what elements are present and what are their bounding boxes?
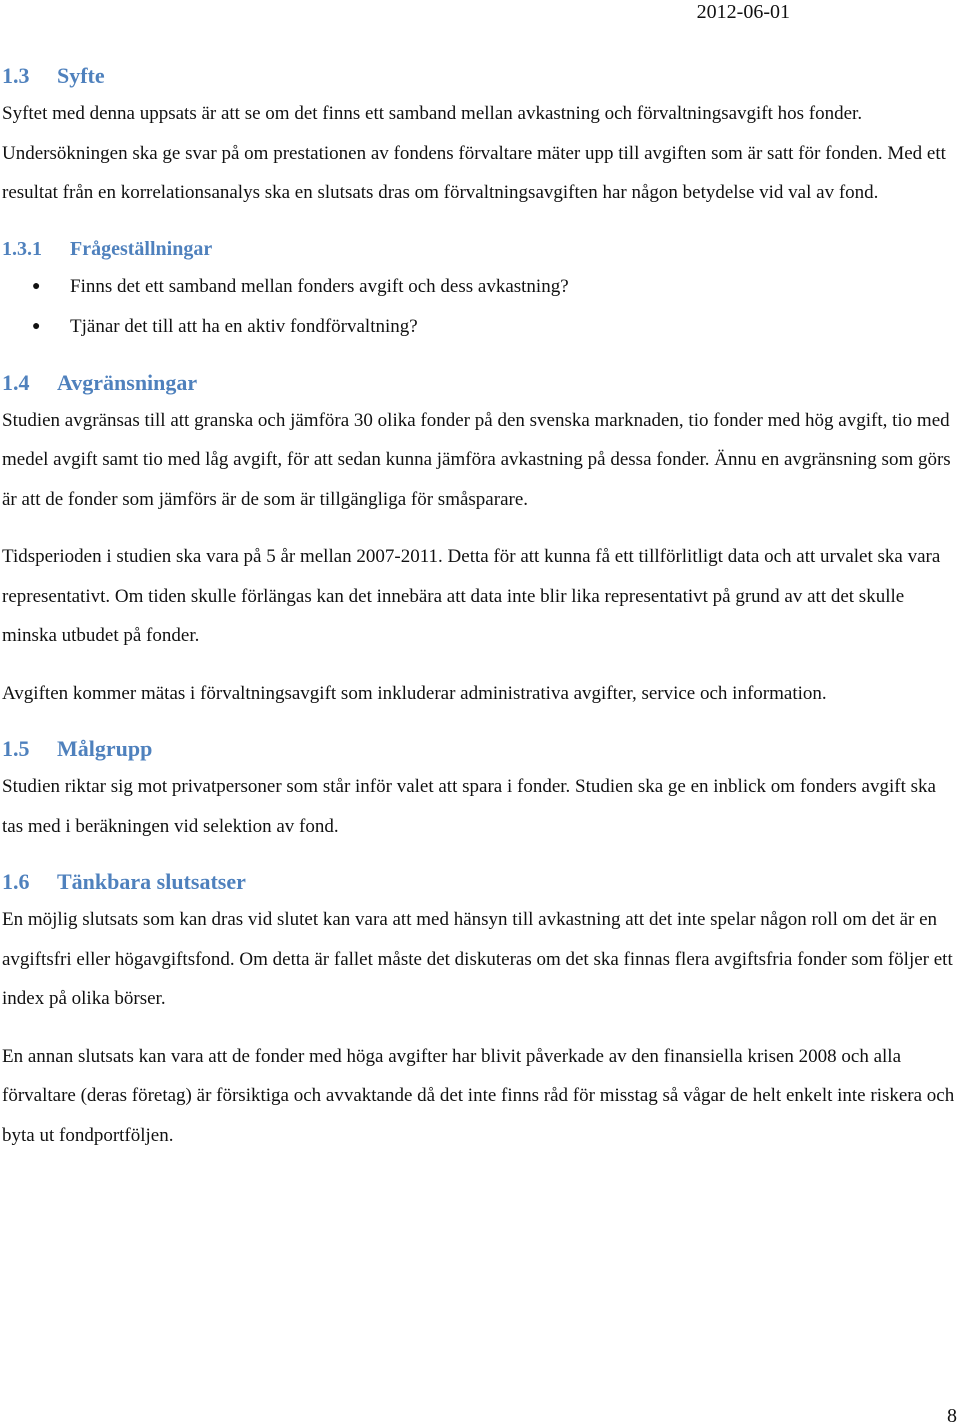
section-number: 1.3 (2, 63, 30, 88)
section-number: 1.4 (2, 369, 30, 395)
bullet-icon: ● (32, 318, 41, 334)
paragraph-avgransningar-1: Studien avgränsas till att granska och jämföra 30 olika fonder på den svenska marknaden, tio fonder med hög avgift, tio med medel avgift samt tio med låg avgift, för att sedan kunna jämföra avkastning på dessa fonder. Ännu en avgränsning som görs är att de fonder som jämförs är de som är tillgängliga för småsparare. (2, 409, 951, 510)
heading-avgransningar (2, 365, 958, 401)
paragraph-avgransningar-2: Tidsperioden i studien ska vara på 5 år mellan 2007-2011. Detta för att kunna få ett tillförlitligt data och att urvalet ska vara representativt. Om tiden skulle förlängas kan det innebära att data inte blir lika representativt på grund av att det skulle minska utbudet på fonder. (2, 546, 941, 646)
heading-malgrupp (2, 731, 958, 767)
section-title: Avgränsningar (57, 369, 198, 395)
paragraph-malgrupp: Studien riktar sig mot privatpersoner som står inför valet att spara i fonder. Studien ska ge en inblick om fonders avgift ska tas med i beräkningen vid selektion av fond. (2, 776, 936, 837)
header-date: 2012-06-01 (696, 1, 790, 23)
bullet-icon: ● (32, 278, 41, 294)
section-title: Målgrupp (57, 736, 153, 761)
page-number: 8 (947, 1405, 957, 1427)
paragraph-syfte: Syftet med denna uppsats är att se om det finns ett samband mellan avkastning och förvaltningsavgift hos fonder. Undersökningen ska ge svar på om prestationen av fondens förvaltare mäter upp till avgiften som är satt för fonden. Med ett resultat från en korrelationsanalys ska en slutsats dras om förvaltningsavgiften har någon betydelse vid val av fond. (2, 103, 946, 203)
list-item: ● Finns det ett samband mellan fonders avgift och dess avkastning? (2, 267, 958, 307)
heading-tankbara-slutsatser (2, 864, 958, 900)
section-number: 1.5 (2, 736, 30, 761)
heading-fragestallningar (2, 231, 958, 267)
paragraph-slutsatser-1: En möjlig slutsats som kan dras vid slutet kan vara att med hänsyn till avkastning att det inte spelar någon roll om det är en avgiftsfri eller högavgiftsfond. Om detta är fallet måste det diskuteras om det ska finnas flera avgiftsfria fonder som följer ett index på olika börser. (2, 909, 953, 1009)
section-title: Syfte (57, 63, 105, 88)
question-list (2, 267, 958, 347)
list-item: ● Tjänar det till att ha en aktiv fondförvaltning? (2, 307, 958, 347)
heading-syfte (2, 58, 958, 94)
document-body (2, 58, 958, 1155)
section-title: Tänkbara slutsatser (57, 869, 246, 894)
section-title: Frågeställningar (70, 237, 213, 260)
paragraph-avgransningar-3: Avgiften kommer mätas i förvaltningsavgift som inkluderar administrativa avgifter, service och information. (2, 682, 827, 704)
paragraph-slutsatser-2: En annan slutsats kan vara att de fonder med höga avgifter har blivit påverkade av den finansiella krisen 2008 och alla förvaltare (deras företag) är försiktiga och avvaktande då det inte finns råd för misstag så vågar de helt enkelt inte riskera och byta ut fondportföljen. (2, 1045, 955, 1146)
section-number: 1.3.1 (2, 237, 42, 260)
section-number: 1.6 (2, 869, 30, 894)
